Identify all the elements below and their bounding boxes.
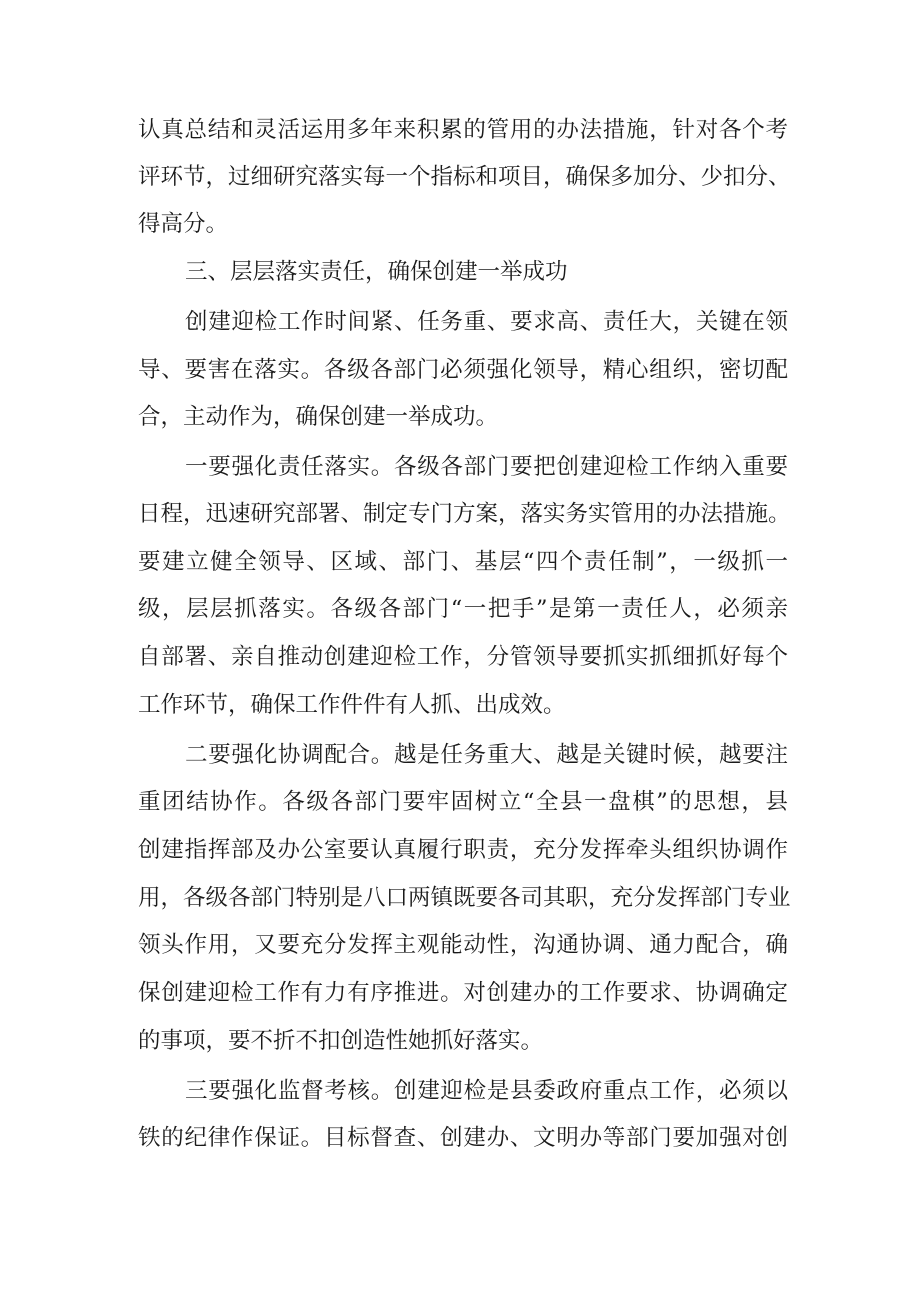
paragraph-line: 得高分。 (138, 211, 229, 237)
paragraph-line: 创建指挥部及办公室要认真履行职责，充分发挥牵头组织协调作 (138, 837, 788, 863)
paragraph-line: 一要强化责任落实。各级各部门要把创建迎检工作纳入重要 (185, 454, 788, 480)
paragraph-line: 二要强化协调配合。越是任务重大、越是关键时候，越要注 (185, 742, 788, 768)
paragraph-line: 创建迎检工作时间紧、任务重、要求高、责任大，关键在领 (185, 309, 788, 335)
paragraph-line: 评环节，过细研究落实每一个指标和项目，确保多加分、少扣分、 (138, 164, 791, 190)
paragraph-line: 领头作用，又要充分发挥主观能动性，沟通协调、通力配合，确 (138, 932, 788, 958)
paragraph-line: 三要强化监督考核。创建迎检是县委政府重点工作，必须以 (185, 1078, 788, 1104)
section-heading: 三、层层落实责任，确保创建一举成功 (185, 259, 568, 285)
paragraph-line: 重团结协作。各级各部门要牢固树立“全县一盘棋”的思想，县 (138, 789, 788, 815)
paragraph-line: 导、要害在落实。各级各部门必须强化领导，精心组织，密切配 (138, 357, 788, 383)
paragraph-line: 的事项，要不折不扣创造性她抓好落实。 (138, 1028, 544, 1054)
paragraph-line: 认真总结和灵活运用多年来积累的管用的办法措施，针对各个考 (138, 117, 788, 143)
paragraph-line: 工作环节，确保工作件件有人抓、出成效。 (138, 692, 566, 718)
paragraph-line: 用，各级各部门特别是八口两镇既要各司其职，充分发挥部门专业 (138, 885, 791, 911)
paragraph-line: 级，层层抓落实。各级各部门“一把手”是第一责任人，必须亲 (138, 596, 788, 622)
paragraph-line: 保创建迎检工作有力有序推进。对创建办的工作要求、协调确定 (138, 980, 788, 1006)
paragraph-line: 要建立健全领导、区域、部门、基层“四个责任制”，一级抓一 (138, 549, 788, 575)
paragraph-line: 日程，迅速研究部署、制定专门方案，落实务实管用的办法措施。 (138, 501, 791, 527)
paragraph-line: 自部署、亲自推动创建迎检工作，分管领导要抓实抓细抓好每个 (138, 644, 788, 670)
paragraph-line: 合，主动作为，确保创建一举成功。 (138, 404, 499, 430)
paragraph-line: 铁的纪律作保证。目标督查、创建办、文明办等部门要加强对创 (138, 1125, 788, 1151)
